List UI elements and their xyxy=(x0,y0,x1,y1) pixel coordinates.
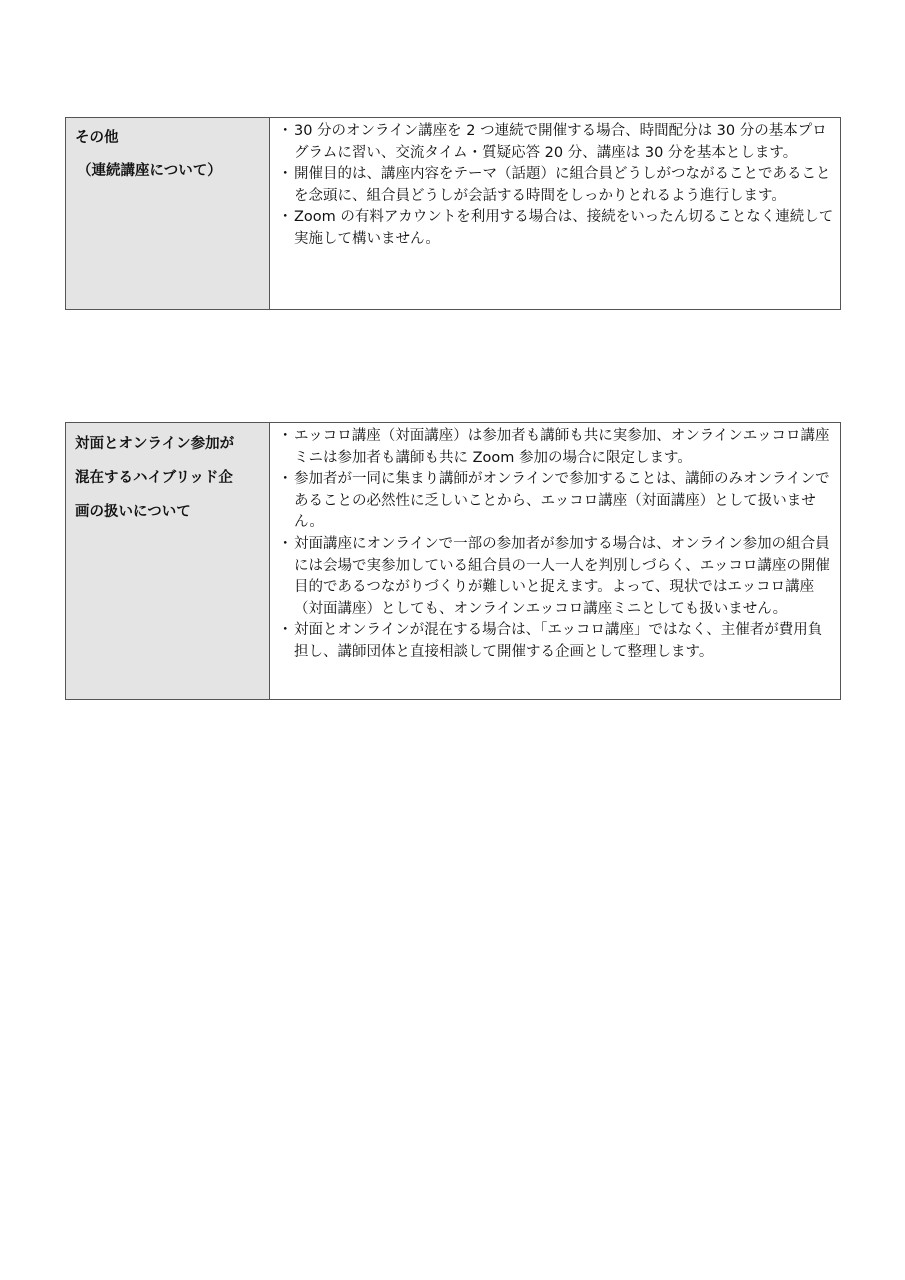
bullet-item: ・ 対面講座にオンラインで一部の参加者が参加する場合は、オンライン参加の組合員には会場で実参加している組合員の一人一人を判別しづらく、エッコロ講座の開催目的であるつながりづくりが難しいと捉えます。よって、現状ではエッコロ講座（対面講座）としても、オンラインエッコロ講座ミニとしても扱いません。 xyxy=(280,534,834,620)
section-body xyxy=(270,423,840,699)
heading-line: （連続講座について） xyxy=(77,163,222,179)
bullet-item: ・ 対面とオンラインが混在する場合は、「エッコロ講座」ではなく、主催者が費用負担し、講師団体と直接相談して開催する企画として整理します。 xyxy=(280,620,834,663)
heading-line: その他 xyxy=(75,130,119,146)
bullet-item: ・ 参加者が一同に集まり講師がオンラインで参加することは、講師のみオンラインであることの必然性に乏しいことから、エッコロ講座（対面講座）として扱いません。 xyxy=(280,469,834,534)
bullet-item: ・ エッコロ講座（対面講座）は参加者も講師も共に実参加、オンラインエッコロ講座ミニは参加者も講師も共に Zoom 参加の場合に限定します。 xyxy=(280,426,834,469)
bullet-list xyxy=(280,121,834,251)
heading-line: 混在するハイブリッド企 xyxy=(75,470,233,486)
heading-line: 対面とオンライン参加が xyxy=(75,436,235,452)
bullet-item: ・ 開催目的は、講座内容をテーマ（話題）に組合員どうしがつながることであることを念頭に、組合員どうしが会話する時間をしっかりとれるよう進行します。 xyxy=(280,164,834,207)
section-heading xyxy=(66,118,270,309)
continuous-lecture-table xyxy=(65,117,841,310)
section-heading xyxy=(66,423,270,699)
bullet-list xyxy=(280,426,834,664)
section-body xyxy=(270,118,840,309)
hybrid-event-table xyxy=(65,422,841,700)
heading-line: 画の扱いについて xyxy=(75,504,191,520)
bullet-item: ・ Zoom の有料アカウントを利用する場合は、接続をいったん切ることなく連続して実施して構いません。 xyxy=(280,207,834,250)
bullet-item: ・ 30 分のオンライン講座を 2 つ連続で開催する場合、時間配分は 30 分の基本プログラムに習い、交流タイム・質疑応答 20 分、講座は 30 分を基本とします。 xyxy=(280,121,834,164)
